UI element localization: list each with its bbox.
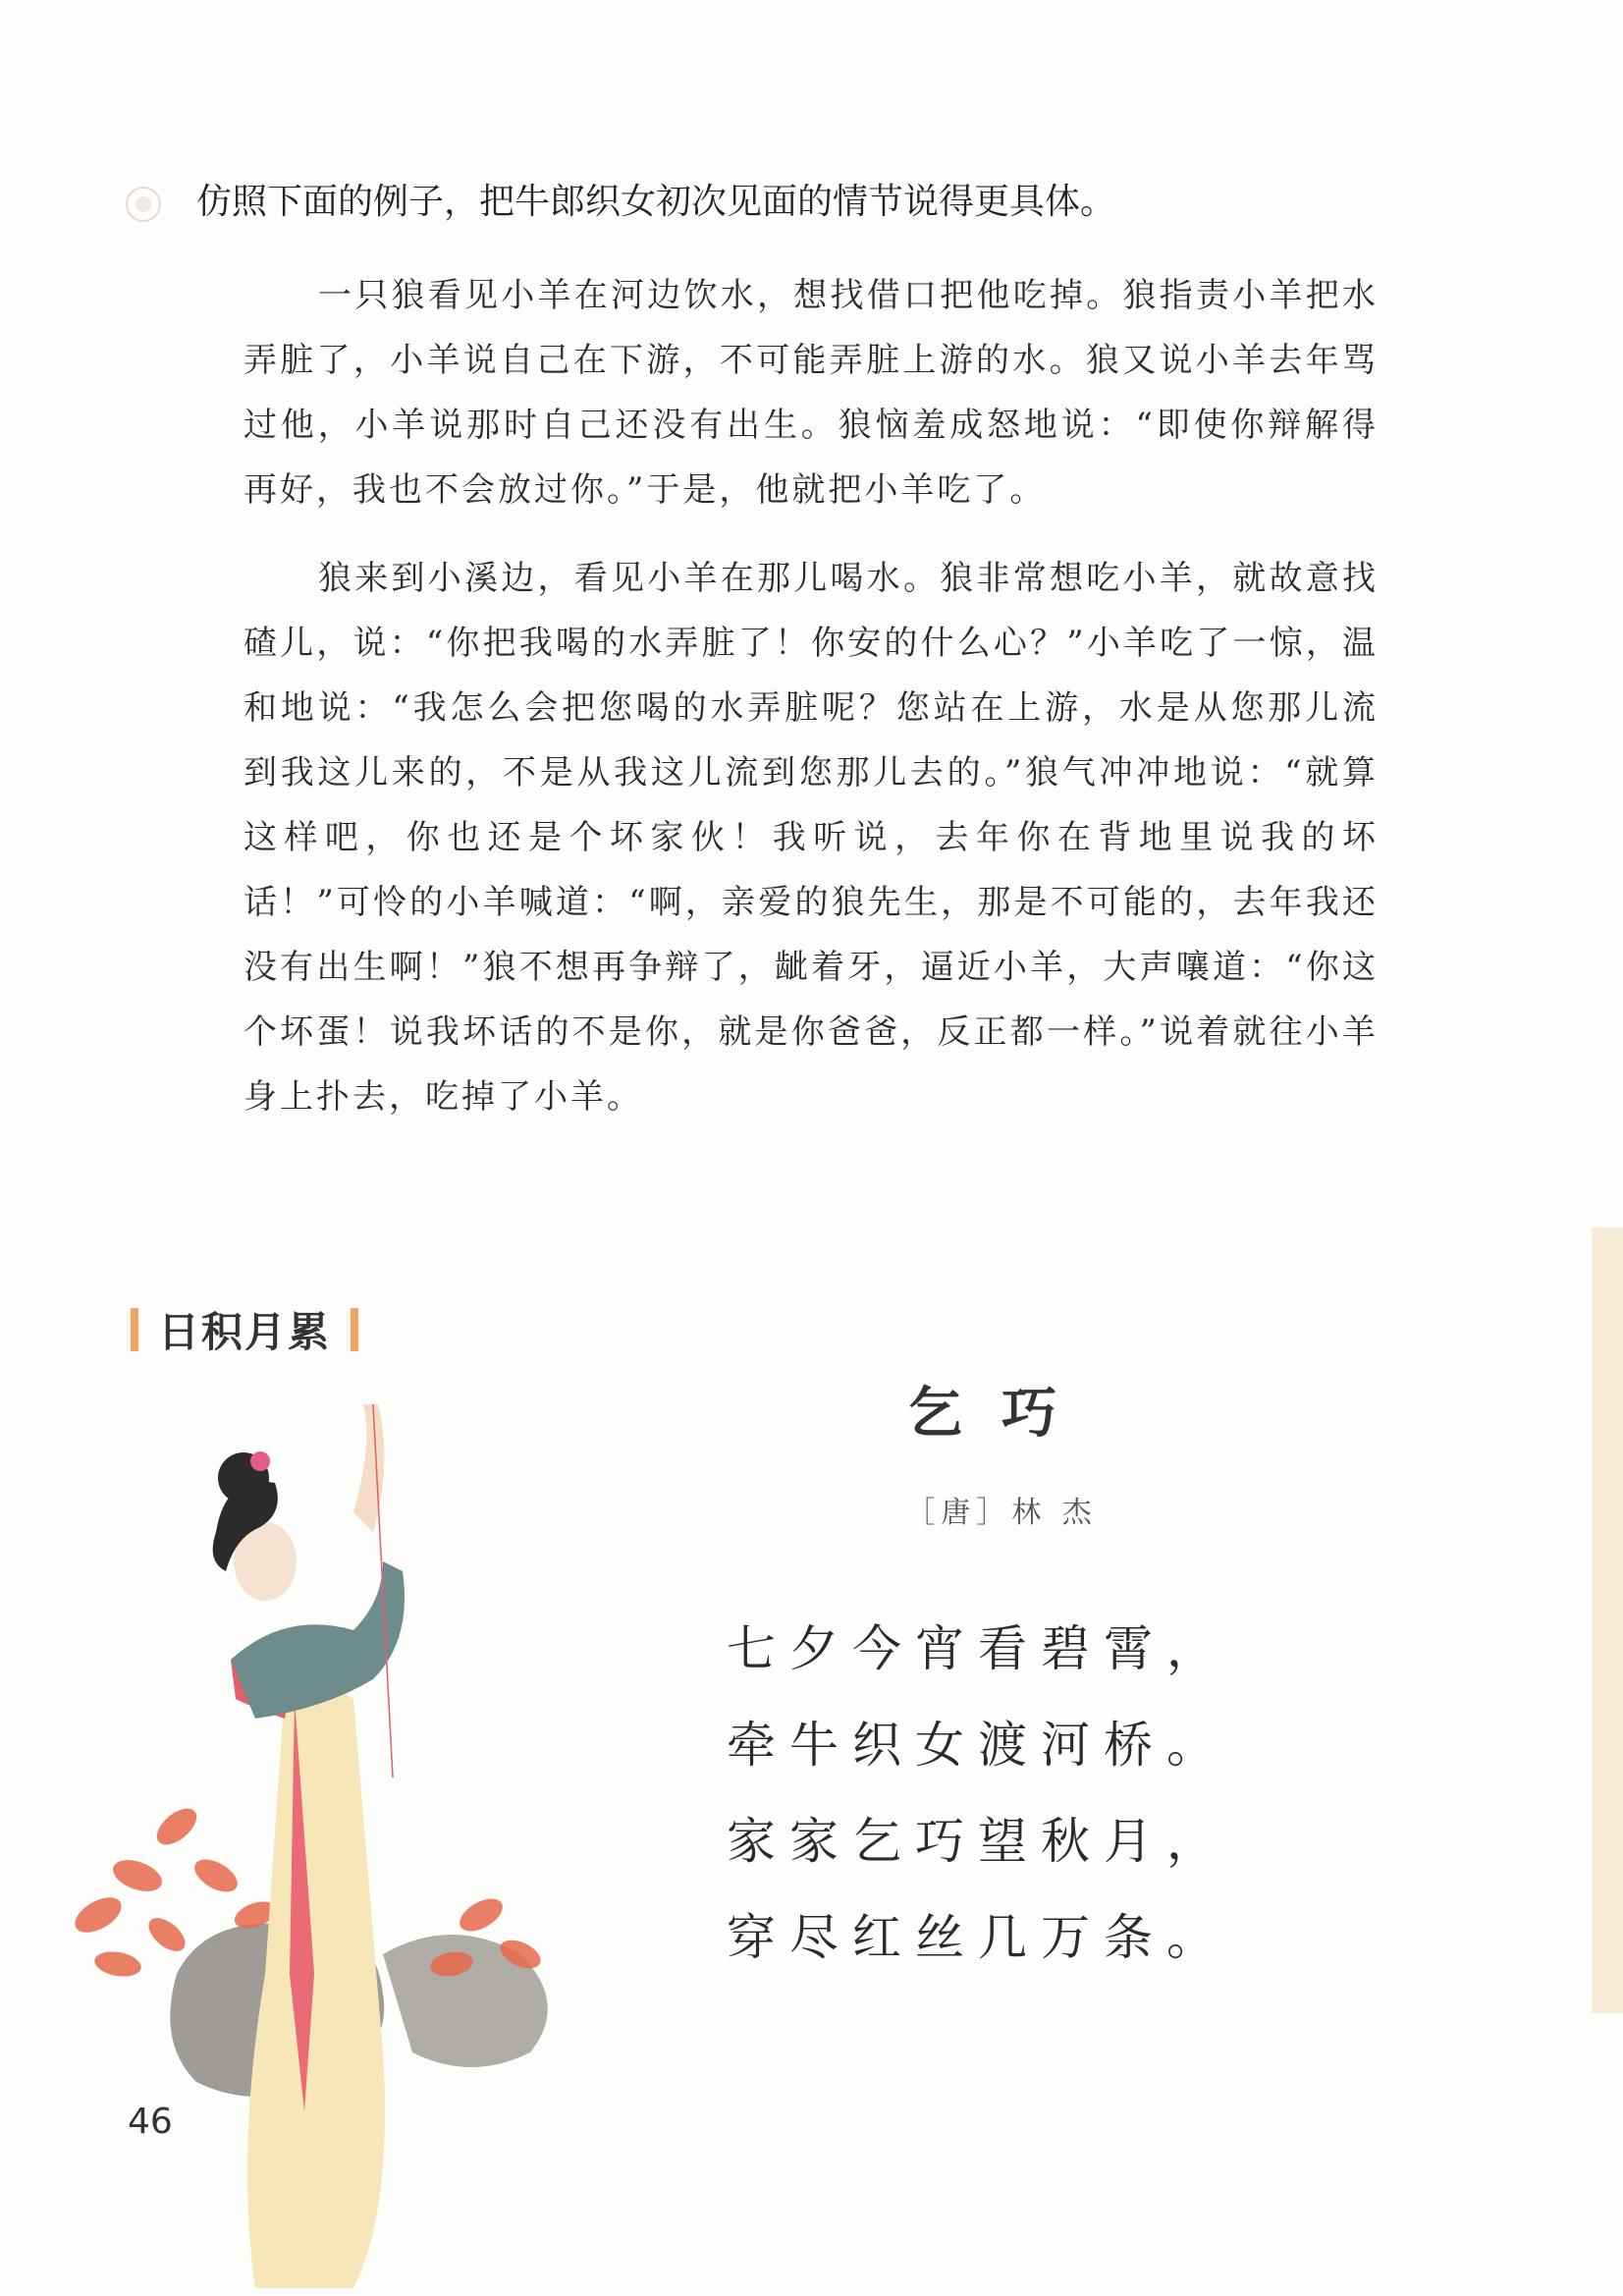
poem-line: 牵牛织女渡河桥。 bbox=[727, 1717, 1229, 1774]
section-header bbox=[131, 1302, 358, 1357]
weaver-girl-illustration bbox=[59, 1365, 668, 2296]
example-original-paragraph: 一只狼看见小羊在河边饮水，想找借口把他吃掉。狼指责小羊把水弄脏了，小羊说自己在下游，不可能弄脏上游的水。狼又说小羊去年骂过他，小羊说那时自己还没有出生。狼恼羞成怒地说：“即使你辩解得再好，我也不会放过你。”于是，他就把小羊吃了。 bbox=[243, 276, 1379, 510]
poem-lines bbox=[727, 1601, 1229, 1986]
poem-line: 家家乞巧望秋月， bbox=[727, 1813, 1229, 1870]
poem-line: 七夕今宵看碧霄， bbox=[727, 1620, 1229, 1677]
poem-line: 穿尽红丝几万条。 bbox=[727, 1909, 1229, 1966]
page-number: 46 bbox=[128, 2102, 173, 2142]
task-icon bbox=[126, 187, 161, 222]
instruction-text: 仿照下面的例子，把牛郎织女初次见面的情节说得更具体。 bbox=[196, 182, 1116, 222]
poem-author: ［唐］林 杰 bbox=[905, 1496, 1098, 1530]
accent-bar-right bbox=[351, 1308, 358, 1351]
side-color-strip bbox=[1592, 1228, 1623, 2013]
accent-bar-left bbox=[131, 1308, 138, 1351]
poem-title: 乞巧 bbox=[907, 1381, 1096, 1446]
section-title: 日积月累 bbox=[158, 1308, 332, 1356]
example-expanded-paragraph: 狼来到小溪边，看见小羊在那儿喝水。狼非常想吃小羊，就故意找碴儿，说：“你把我喝的水弄脏了！你安的什么心？”小羊吃了一惊，温和地说：“我怎么会把您喝的水弄脏呢？您站在上游，水是从您那儿流到我这儿来的，不是从我这儿流到您那儿去的。”狼气冲冲地说：“就算这样吧，你也还是个坏家伙！我听说，去年你在背地里说我的坏话！”可怜的小羊喊道：“啊，亲爱的狼先生，那是不可能的，去年我还没有出生啊！”狼不想再争辩了，龇着牙，逼近小羊，大声嚷道：“你这个坏蛋！说我坏话的不是你，就是你爸爸，反正都一样。”说着就往小羊身上扑去，吃掉了小羊。 bbox=[243, 559, 1379, 1117]
